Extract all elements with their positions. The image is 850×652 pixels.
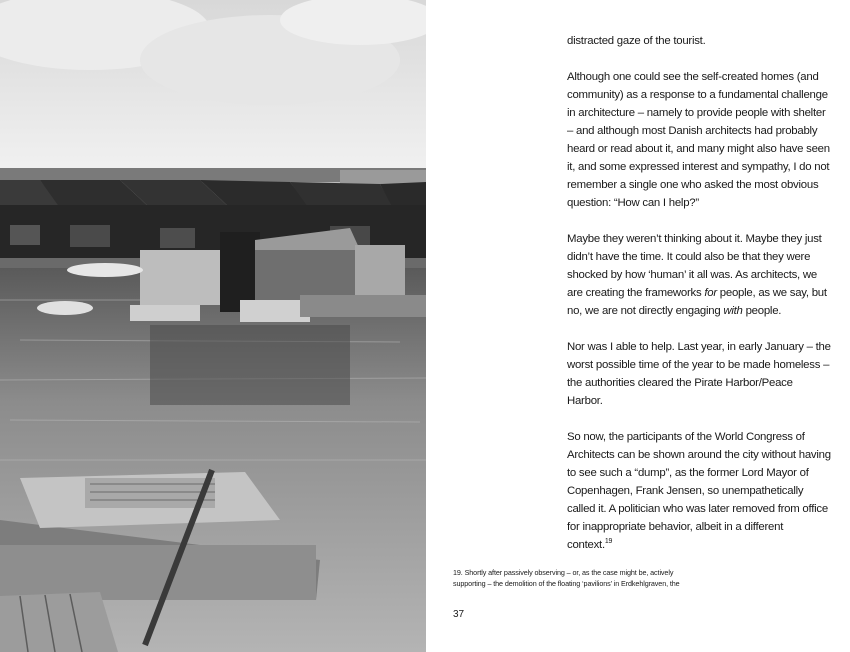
paragraph-5-text: So now, the participants of the World Congress of Architects can be shown around the city without having to see such a “dump”, as the former Lord Mayor of Copenhagen, Frank Jensen, so unempathetically called it. A politician who was later removed from office for inappropriate behavior, albeit in a different context. <box>567 431 831 551</box>
paragraph-5 <box>567 428 831 554</box>
paragraph-3-part-c: people. <box>742 305 782 317</box>
paragraph-3 <box>567 230 831 320</box>
page-number: 37 <box>453 609 465 620</box>
paragraph-3-emphasis-for: for <box>704 287 717 299</box>
paragraph-3-emphasis-with: with <box>723 305 743 317</box>
footnote-line-1: 19. Shortly after passively observing – or, as the case might be, actively <box>453 568 674 577</box>
paragraph-3-part-a: Maybe they weren’t thinking about it. Maybe they just didn’t have the time. It could also be that they were shocked by how ‘human’ it all was. As architects, we are creating the frameworks <box>567 233 822 299</box>
footnote-reference[interactable]: 19 <box>604 538 613 546</box>
paragraph-1: distracted gaze of the tourist. <box>567 35 706 47</box>
paragraph-3-part-b: people, as we say, but no, we are not directly engaging <box>567 287 827 317</box>
text-page <box>426 0 850 652</box>
footnote <box>453 567 753 589</box>
footnote-line-2: supporting – the demolition of the floating ‘pavilions’ in Erdkehlgraven, the <box>453 579 680 588</box>
paragraph-2: Although one could see the self-created homes (and community) as a response to a fundamental challenge in architecture – namely to provide people with shelter – and although most Danish architects had probably heard or read about it, and many might also have seen it, and some expressed interest and sympathy, I do not remember a single one who asked the most obvious question: “How can I help?” <box>567 71 830 209</box>
paragraph-4: Nor was I able to help. Last year, in early January – the worst possible time of the year to be made homeless – the authorities cleared the Pirate Harbor/Peace Harbor. <box>567 341 831 407</box>
body-text <box>567 32 831 572</box>
